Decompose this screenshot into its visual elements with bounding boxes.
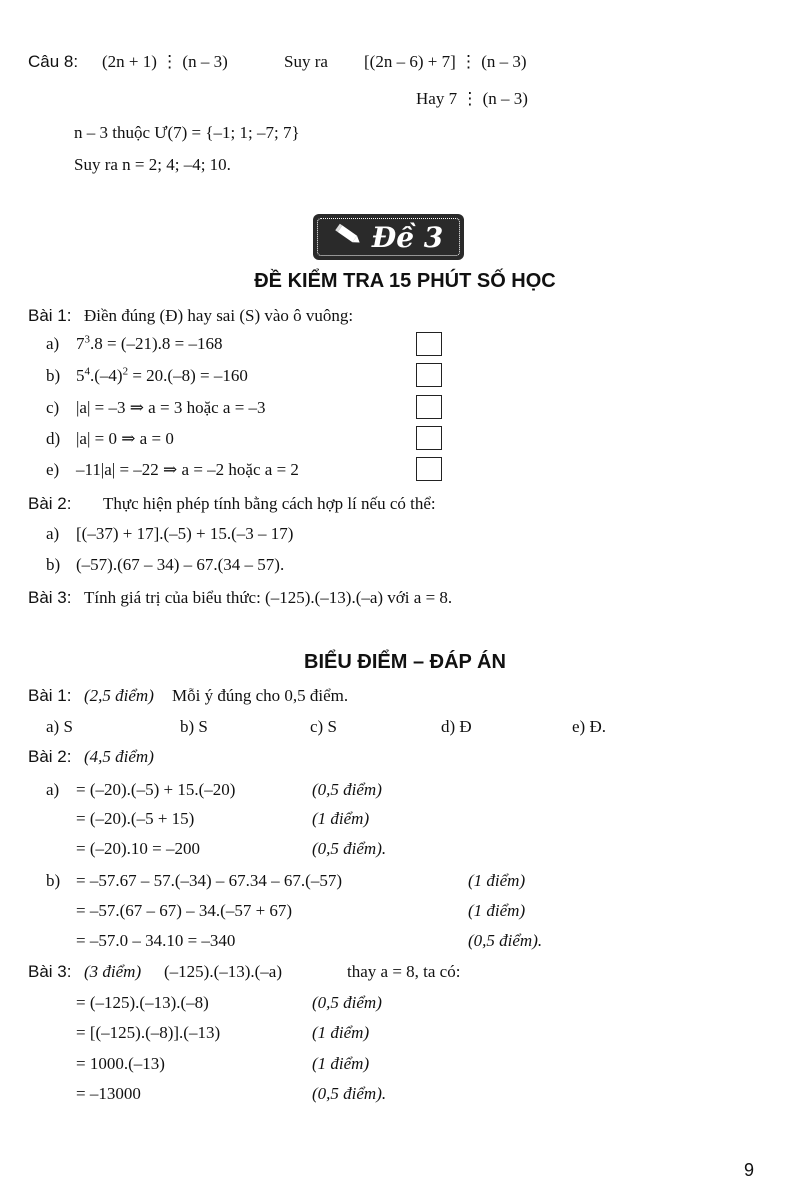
cau8-suy-ra-expr: [(2n – 6) + 7] ⋮ (n – 3)	[364, 52, 527, 71]
ans2-b-pts2: (1 điểm)	[468, 901, 526, 920]
ans3-line4: = –13000	[76, 1084, 141, 1103]
answer-box-a[interactable]	[416, 332, 442, 356]
test-title: ĐỀ KIỂM TRA 15 PHÚT SỐ HỌC	[254, 270, 556, 292]
ans2-a-pts3: (0,5 điểm).	[312, 839, 387, 858]
bai1-text: Điền đúng (Đ) hay sai (S) vào ô vuông:	[84, 306, 354, 325]
ans3-points: (3 điểm)	[84, 962, 142, 981]
ans1-e: e) Đ.	[572, 717, 606, 736]
bai1-label: Bài 1:	[28, 306, 72, 325]
cau8-label: Câu 8:	[28, 52, 79, 71]
ans2-label: Bài 2:	[28, 747, 72, 766]
answer-box-e[interactable]	[416, 457, 442, 481]
bai1-item-a-key: a)	[46, 334, 60, 353]
cau8-suy-ra: Suy ra	[284, 52, 328, 71]
bai2-b-key: b)	[46, 555, 61, 574]
answer-box-c[interactable]	[416, 395, 442, 419]
ans1-text: Mỗi ý đúng cho 0,5 điểm.	[172, 686, 349, 705]
bai3-text: Tính giá trị của biểu thức: (–125).(–13).(–a) với a = 8.	[84, 588, 453, 607]
ans1-d: d) Đ	[441, 717, 472, 736]
ans2-a-line3: = (–20).10 = –200	[76, 839, 200, 858]
ans2-a-line2: = (–20).(–5 + 15)	[76, 809, 195, 828]
ans1-label: Bài 1:	[28, 686, 72, 705]
bai2-a: [(–37) + 17].(–5) + 15.(–3 – 17)	[76, 524, 294, 543]
bai2-b: (–57).(67 – 34) – 67.(34 – 57).	[76, 555, 285, 574]
bai1-item-a: $7^3.8 = (-21).8 = -168$	[76, 333, 223, 353]
answer-title: BIỂU ĐIỂM – ĐÁP ÁN	[304, 651, 506, 673]
bai1-item-b-key: b)	[46, 366, 61, 385]
bai1-item-c: |a| = –3 ⇒ a = 3 hoặc a = –3	[76, 398, 266, 417]
bai1-item-e-key: e)	[46, 460, 60, 479]
banner-title: Đề 3	[371, 220, 444, 254]
ans1-a: a) S	[46, 717, 73, 736]
ans3-label: Bài 3:	[28, 962, 72, 981]
bai2-text: Thực hiện phép tính bằng cách hợp lí nếu có thể:	[103, 494, 436, 513]
pencil-icon	[334, 223, 364, 252]
ans2-a-line1: = (–20).(–5) + 15.(–20)	[76, 780, 236, 799]
bai1-item-d: |a| = 0 ⇒ a = 0	[76, 429, 174, 448]
bai1-item-e: –11|a| = –22 ⇒ a = –2 hoặc a = 2	[76, 460, 299, 479]
ans2-b-key: b)	[46, 871, 61, 890]
ans2-a-pts1: (0,5 điểm)	[312, 780, 382, 799]
ans3-pts2: (1 điểm)	[312, 1023, 370, 1042]
ans3-sub: thay a = 8, ta có:	[347, 962, 461, 981]
ans2-b-pts3: (0,5 điểm).	[468, 931, 543, 950]
bai2-a-key: a)	[46, 524, 60, 543]
ans2-b-line2: = –57.(67 – 67) – 34.(–57 + 67)	[76, 901, 293, 920]
ans3-line3: = 1000.(–13)	[76, 1054, 165, 1073]
ans3-expr: (–125).(–13).(–a)	[164, 962, 283, 981]
page-number: 9	[743, 1160, 754, 1180]
bai2-label: Bài 2:	[28, 494, 72, 513]
ans3-line1: = (–125).(–13).(–8)	[76, 993, 209, 1012]
ans1-c: c) S	[310, 717, 337, 736]
bai3-label: Bài 3:	[28, 588, 72, 607]
ans2-a-pts2: (1 điểm)	[312, 809, 370, 828]
cau8-line4: Suy ra n = 2; 4; –4; 10.	[74, 155, 231, 174]
ans3-pts4: (0,5 điểm).	[312, 1084, 387, 1103]
ans3-pts3: (1 điểm)	[312, 1054, 370, 1073]
ans2-points: (4,5 điểm)	[84, 747, 154, 766]
cau8-line3: n – 3 thuộc Ư(7) = {–1; 1; –7; 7}	[74, 123, 300, 142]
ans2-b-pts1: (1 điểm)	[468, 871, 526, 890]
ans3-pts1: (0,5 điểm)	[312, 993, 382, 1012]
ans2-b-line1: = –57.67 – 57.(–34) – 67.34 – 67.(–57)	[76, 871, 342, 890]
ans2-a-key: a)	[46, 780, 60, 799]
ans3-line2: = [(–125).(–8)].(–13)	[76, 1023, 221, 1042]
cau8-expr: (2n + 1) ⋮ (n – 3)	[102, 52, 228, 71]
answer-box-d[interactable]	[416, 426, 442, 450]
bai1-item-c-key: c)	[46, 398, 60, 417]
bai1-item-d-key: d)	[46, 429, 61, 448]
ans2-b-line3: = –57.0 – 34.10 = –340	[76, 931, 236, 950]
answer-box-b[interactable]	[416, 363, 442, 387]
bai1-item-b: $5^4.(-4)^2 = 20.(-8) = -160$	[76, 365, 248, 385]
ans1-b: b) S	[180, 717, 208, 736]
ans1-points: (2,5 điểm)	[84, 686, 154, 705]
cau8-hay: Hay 7 ⋮ (n – 3)	[416, 89, 528, 108]
test-banner	[313, 214, 464, 260]
